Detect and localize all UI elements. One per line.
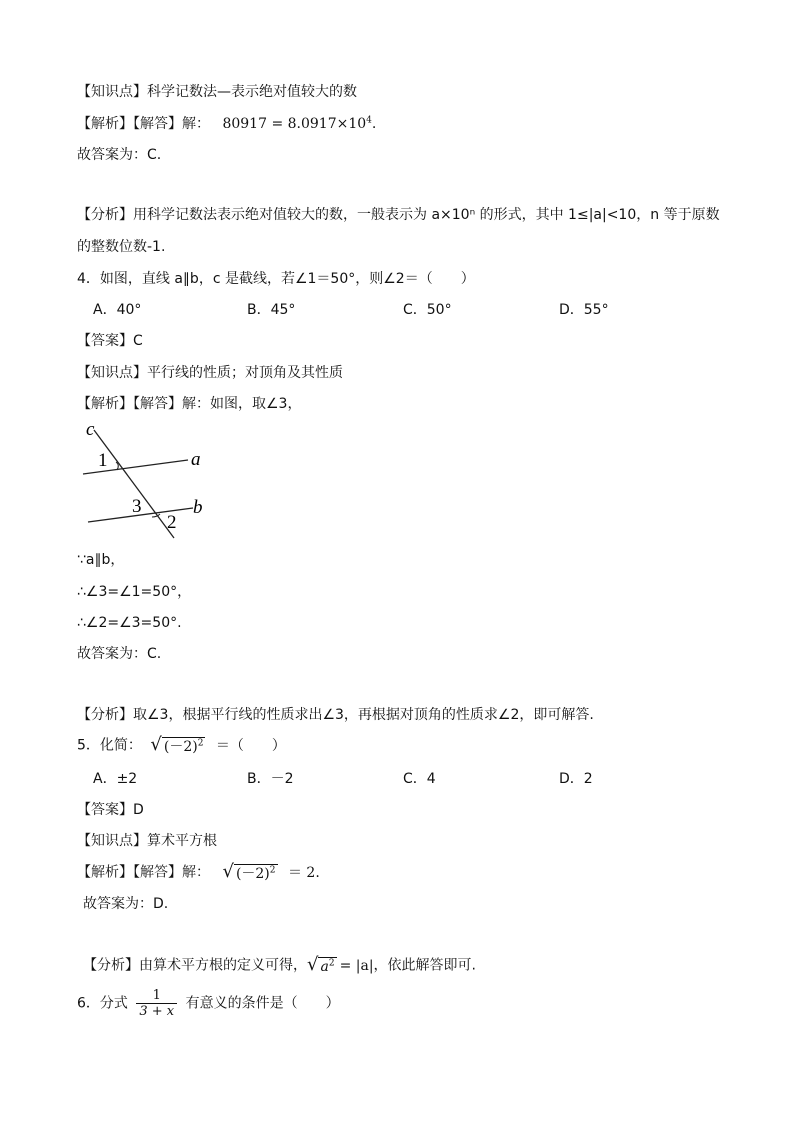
q5-solution-radicand: (－2) <box>235 866 270 882</box>
solution-math: 80917 = 8.0917×10 <box>222 116 367 132</box>
q5-analysis-exponent: 2 <box>328 958 335 969</box>
q5-stem-prefix: 5．化简： <box>77 737 142 754</box>
q5-conclusion: 故答案为：D. <box>83 896 169 912</box>
q6-fraction <box>136 988 177 1019</box>
q5-option-a: A．±2 <box>93 771 138 787</box>
parallel-lines-figure <box>80 418 210 543</box>
q5-solution-result: ＝ 2. <box>287 864 320 881</box>
label-1: 1 <box>98 450 108 471</box>
q4-analysis: 【分析】取∠3，根据平行线的性质求出∠3，再根据对顶角的性质求∠2，即可解答. <box>77 707 594 723</box>
label-b: b <box>193 497 203 518</box>
radical-sign-icon: √ <box>222 861 234 882</box>
solution-label: 【解析】【解答】解： <box>77 116 210 132</box>
question-4-stem: 4．如图，直线 a∥b，c 是截线，若∠1＝50°，则∠2＝（ ） <box>77 271 475 287</box>
analysis-line-2: 的整数位数-1. <box>77 239 166 255</box>
q5-analysis <box>83 955 476 976</box>
conclusion: 故答案为：C. <box>77 147 162 163</box>
label-3: 3 <box>132 496 142 517</box>
q4-option-c: C．50° <box>403 302 452 318</box>
q5-radicand-exponent: 2 <box>197 738 204 749</box>
q4-option-d: D．55° <box>559 302 609 318</box>
q5-solution-label: 【解析】【解答】解： <box>77 864 210 881</box>
radical-sign-icon: √ <box>307 954 319 975</box>
q4-option-b: B．45° <box>247 302 296 318</box>
label-2: 2 <box>167 512 177 533</box>
analysis-line-1: 【分析】用科学记数法表示绝对值较大的数，一般表示为 a×10ⁿ 的形式，其中 1≤|a|<10，n 等于原数 <box>77 207 720 223</box>
line-c <box>94 430 174 538</box>
q5-analysis-radicand: a <box>320 959 329 975</box>
q4-solution: 【解析】【解答】解：如图，取∠3， <box>77 396 302 412</box>
solution-period: . <box>371 116 377 132</box>
knowledge-point: 【知识点】科学记数法—表示绝对值较大的数 <box>77 84 357 100</box>
q4-conclusion: 故答案为：C. <box>77 646 162 662</box>
q6-fraction-numerator: 1 <box>152 988 161 1003</box>
q4-step-1: ∵a∥b， <box>77 552 125 568</box>
q4-step-2: ∴∠3=∠1=50°， <box>77 584 192 600</box>
q5-radical <box>150 735 205 756</box>
solution-exponent: 4 <box>366 115 372 126</box>
q5-analysis-eq: = |a| <box>339 957 374 974</box>
q5-solution-exponent: 2 <box>269 865 276 876</box>
q4-answer: 【答案】C <box>77 333 143 349</box>
label-c: c <box>86 419 95 440</box>
q5-stem-suffix: ＝（ ） <box>215 737 286 754</box>
question-5-stem <box>77 735 286 756</box>
q5-option-c: C．4 <box>403 771 436 787</box>
q5-analysis-prefix: 【分析】由算术平方根的定义可得， <box>83 957 307 974</box>
q4-option-a: A．40° <box>93 302 142 318</box>
q5-radicand: (－2) <box>163 739 198 755</box>
q6-stem-suffix: 有意义的条件是（ ） <box>185 995 340 1012</box>
q4-knowledge-point: 【知识点】平行线的性质；对顶角及其性质 <box>77 365 343 381</box>
q5-knowledge-point: 【知识点】算术平方根 <box>77 833 217 849</box>
q6-fraction-denominator: 3 + x <box>136 1003 177 1019</box>
q5-answer: 【答案】D <box>77 802 144 818</box>
solution-line <box>77 114 376 134</box>
q5-analysis-suffix: ，依此解答即可. <box>373 957 476 974</box>
q4-step-3: ∴∠2=∠3=50°. <box>77 615 182 631</box>
q5-solution-line <box>77 862 320 883</box>
radical-sign-icon: √ <box>150 734 162 755</box>
q5-option-b: B．－2 <box>247 771 294 787</box>
q5-option-d: D．2 <box>559 771 593 787</box>
q5-solution-radical <box>222 862 277 883</box>
q5-analysis-radical <box>307 955 337 976</box>
question-6-stem <box>77 988 340 1019</box>
q6-stem-prefix: 6．分式 <box>77 995 128 1012</box>
label-a: a <box>191 449 201 470</box>
